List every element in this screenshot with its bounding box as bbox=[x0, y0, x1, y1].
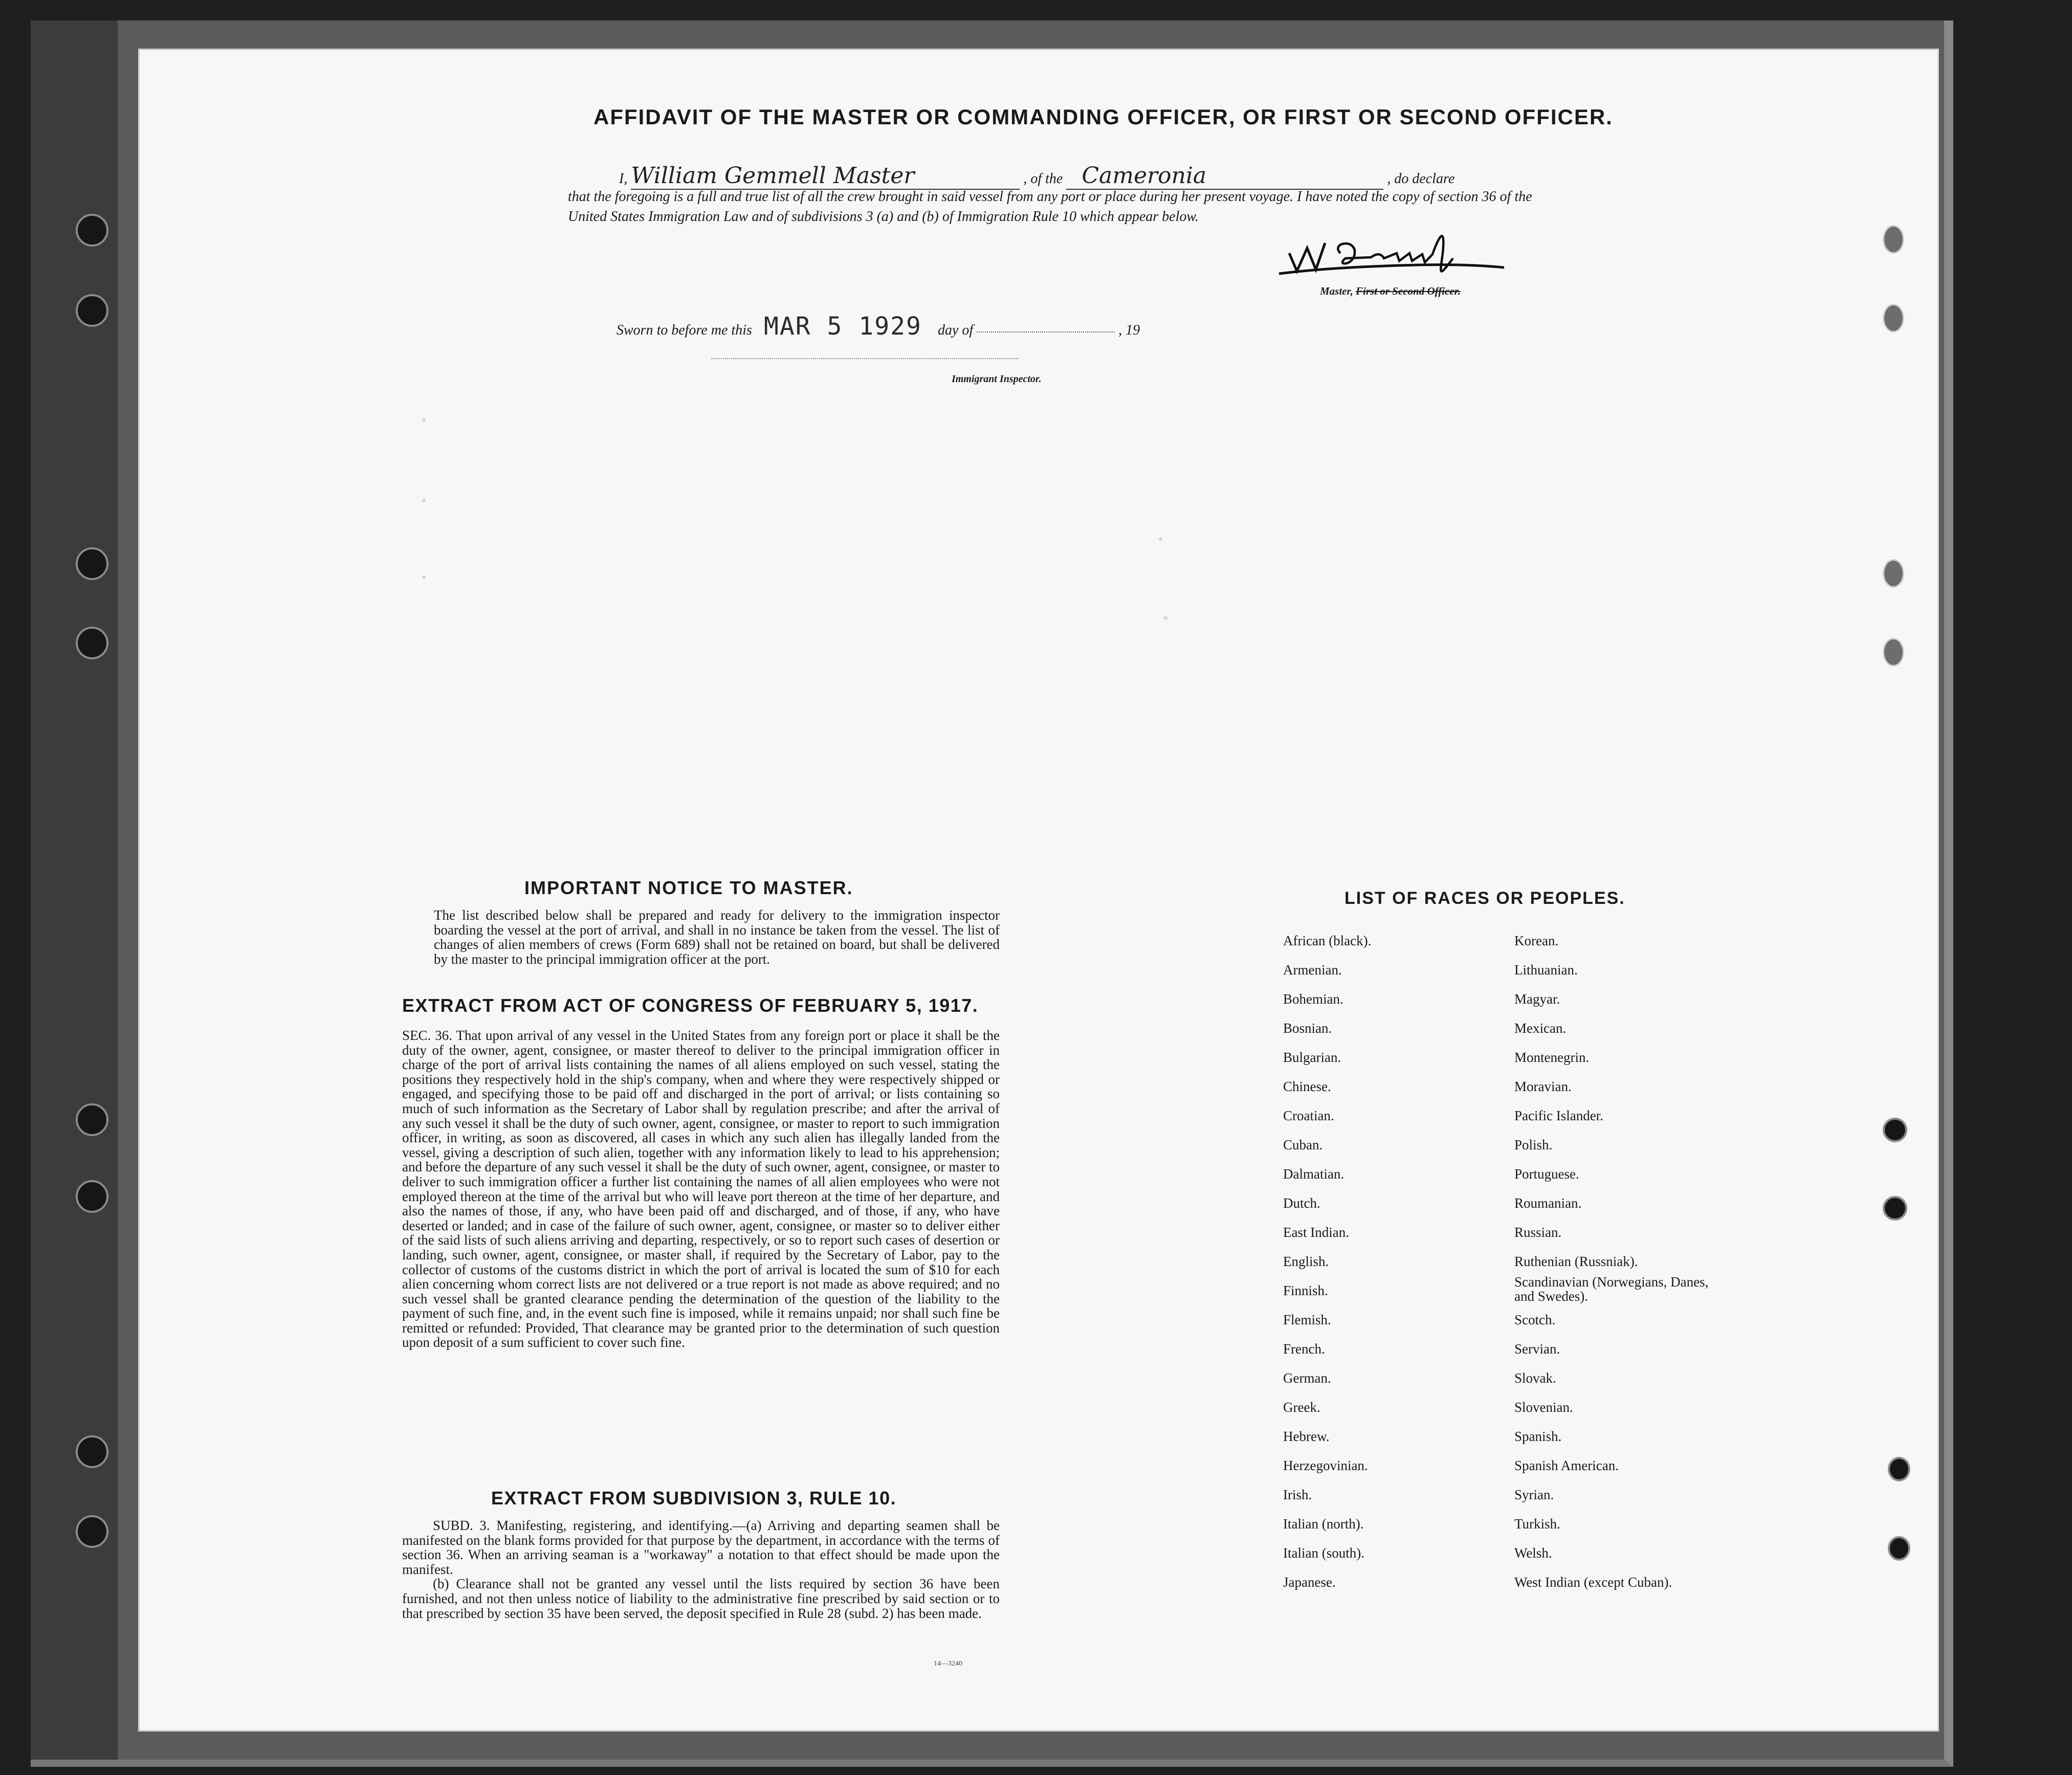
subdivision-paragraph-a: SUBD. 3. Manifesting, registering, and identifying.—(a) Arriving and departing seamen shall be manifested on the blank forms provided for that purpose by the department, in accordance with the terms of section 36. When an arriving seaman is a "workaway" a notation to that effect should be made upon the manifest. bbox=[402, 1518, 1000, 1577]
race-right: Lithuanian. bbox=[1514, 962, 1578, 978]
of-the-label: , of the bbox=[1023, 171, 1063, 187]
sworn-month-blank bbox=[977, 330, 1115, 332]
sworn-line bbox=[616, 312, 1140, 341]
race-right: Turkish. bbox=[1514, 1516, 1560, 1532]
binder-hole-4 bbox=[76, 627, 108, 659]
race-left: Herzegovinian. bbox=[1283, 1458, 1368, 1473]
race-right: Portuguese. bbox=[1514, 1166, 1579, 1182]
race-left: Japanese. bbox=[1283, 1574, 1336, 1590]
bleed-dot bbox=[1159, 537, 1162, 541]
affidavit-prefix: I, bbox=[619, 171, 628, 187]
punch-hole-right-5 bbox=[1883, 1118, 1907, 1142]
notice-title: IMPORTANT NOTICE TO MASTER. bbox=[524, 877, 853, 898]
race-left: Bohemian. bbox=[1283, 991, 1343, 1007]
race-left: German. bbox=[1283, 1370, 1331, 1386]
race-left: East Indian. bbox=[1283, 1225, 1349, 1240]
document-sheet bbox=[138, 49, 1939, 1732]
race-left: Italian (north). bbox=[1283, 1516, 1364, 1532]
binder-hole-3 bbox=[76, 547, 108, 580]
race-left: English. bbox=[1283, 1254, 1329, 1269]
race-left: Armenian. bbox=[1283, 962, 1342, 978]
caption-master: Master, bbox=[1320, 285, 1353, 297]
signature-caption bbox=[1320, 285, 1461, 298]
notice-body: The list described below shall be prepared and ready for delivery to the immigration inspector boarding the vessel at the port of arrival, and shall in no instance be taken from the vessel. The list of changes of alien members of crews (Form 689) shall not be retained on board, but shall be delivered by the master to the principal immigration officer at the port. bbox=[434, 907, 1000, 967]
binder-spine bbox=[31, 20, 118, 1760]
race-right: Pacific Islander. bbox=[1514, 1108, 1603, 1123]
sworn-year-label: , 19 bbox=[1118, 322, 1140, 338]
binder-hole-6 bbox=[76, 1180, 108, 1213]
punch-hole-right-7 bbox=[1888, 1457, 1910, 1481]
sworn-day-label: day of bbox=[937, 322, 974, 338]
race-right: Polish. bbox=[1514, 1137, 1553, 1152]
race-left: Dalmatian. bbox=[1283, 1166, 1344, 1182]
inspector-signature-line bbox=[711, 358, 1018, 359]
race-right: Korean. bbox=[1514, 933, 1559, 948]
race-right: Scandinavian (Norwegians, Danes, and Swedes). bbox=[1514, 1274, 1709, 1304]
race-right: Syrian. bbox=[1514, 1487, 1554, 1502]
binder-hole-5 bbox=[76, 1103, 108, 1136]
caption-struck-officer: First or Second Officer. bbox=[1356, 285, 1461, 297]
master-signature bbox=[1269, 223, 1514, 289]
race-left: Cuban. bbox=[1283, 1137, 1323, 1152]
race-right: Slovenian. bbox=[1514, 1400, 1573, 1415]
race-left: Chinese. bbox=[1283, 1079, 1331, 1094]
bleed-dot bbox=[422, 499, 426, 502]
race-left: Finnish. bbox=[1283, 1283, 1328, 1298]
act-title: EXTRACT FROM ACT OF CONGRESS OF FEBRUARY 5, 1917. bbox=[402, 995, 979, 1016]
punch-hole-right-1 bbox=[1883, 225, 1904, 254]
sworn-prefix: Sworn to before me this bbox=[616, 322, 752, 338]
race-left: Irish. bbox=[1283, 1487, 1312, 1502]
binder-hole-7 bbox=[76, 1435, 108, 1468]
binder-hole-1 bbox=[76, 214, 108, 247]
race-right: Mexican. bbox=[1514, 1020, 1567, 1036]
race-right: Ruthenian (Russniak). bbox=[1514, 1254, 1638, 1269]
race-right: Spanish American. bbox=[1514, 1458, 1619, 1473]
race-left: Flemish. bbox=[1283, 1312, 1331, 1327]
race-right: Roumanian. bbox=[1514, 1195, 1582, 1211]
subdivision-paragraph-b: (b) Clearance shall not be granted any vessel until the lists required by section 36 have been furnished, and not then unless notice of liability to the administrative fine prescribed by said section or to that prescribed by section 35 have been served, the deposit specified in Rule 28 (subd. 2) has been made. bbox=[402, 1576, 1000, 1621]
race-right: Moravian. bbox=[1514, 1079, 1572, 1094]
race-right: Slovak. bbox=[1514, 1370, 1556, 1386]
race-left: Italian (south). bbox=[1283, 1545, 1364, 1561]
bleed-dot bbox=[1164, 616, 1167, 620]
master-name-field bbox=[631, 163, 1020, 190]
race-right: Scotch. bbox=[1514, 1312, 1556, 1327]
form-number: 14—3240 bbox=[934, 1660, 962, 1668]
act-body: SEC. 36. That upon arrival of any vessel in the United States from any foreign port or place it shall be the duty of the owner, agent, consignee, or master thereof to deliver to the principal immigration officer in charge of the port of arrival lists containing the names of all aliens employed on such vessel, stating the positions they respectively hold in the ship's company, when and where they were respectively shipped or engaged, and specifying those to be paid off and discharged in the port of arrival; or lists containing so much of such information as the Secretary of Labor shall by regulation prescribe; and after the arrival of any such vessel it shall be the duty of such owner, agent, consignee, or master to report to such immigration officer, in writing, as soon as discovered, all cases in which any such alien has illegally landed from the vessel, giving a description of such alien, together with any information likely to lead to his apprehension; and before the departure of any such vessel it shall be the duty of such owner, agent, consignee, or master to deliver to such immigration officer a further list containing the names of all alien employees who were not employed thereon at the time of the arrival but who will leave port thereon at the time of her departure, and also the names of those, if any, who have been paid off and discharged, and of those, if any, who have deserted or landed; and in case of the failure of such owner, agent, consignee, or master so to deliver either of the said lists of such aliens arriving and departing, respectively, or so to report such cases of desertion or landing, such owner, agent, consignee, or master shall, if required by the Secretary of Labor, pay to the collector of customs of the customs district in which the port of arrival is located the sum of $10 for each alien concerning whom correct lists are not delivered or a true report is not made as above required; and no such vessel shall be granted clearance pending the determination of the question of the liability to the payment of such fine, and, in the event such fine is imposed, while it remains unpaid; nor shall such fine be remitted or refunded: Provided, That clearance may be granted prior to the determination of such question upon deposit of a sum sufficient to cover such fine. bbox=[402, 1028, 1000, 1350]
affidavit-body: that the foregoing is a full and true list of all the crew brought in said vessel from any port or place during her present voyage. I have noted the copy of section 36 of the United States Immigration Law and of subdivisions 3 (a) and (b) of Immigration Rule 10 which appear below. bbox=[568, 189, 1532, 225]
races-title: LIST OF RACES OR PEOPLES. bbox=[1344, 889, 1625, 908]
race-left: Bulgarian. bbox=[1283, 1050, 1341, 1065]
date-stamp: MAR 5 1929 bbox=[763, 312, 922, 341]
race-left: Croatian. bbox=[1283, 1108, 1334, 1123]
race-right: Spanish. bbox=[1514, 1429, 1562, 1444]
race-left: Bosnian. bbox=[1283, 1020, 1332, 1036]
race-left: Dutch. bbox=[1283, 1195, 1320, 1211]
race-right: Magyar. bbox=[1514, 991, 1560, 1007]
race-right: Servian. bbox=[1514, 1341, 1560, 1357]
vessel-name: Cameronia bbox=[1082, 163, 1207, 189]
subdivision-title: EXTRACT FROM SUBDIVISION 3, RULE 10. bbox=[491, 1488, 897, 1508]
vessel-name-field bbox=[1066, 163, 1383, 190]
subdivision-body bbox=[402, 1518, 1000, 1621]
race-right: Russian. bbox=[1514, 1225, 1562, 1240]
race-right: West Indian (except Cuban). bbox=[1514, 1574, 1672, 1590]
punch-hole-right-2 bbox=[1883, 304, 1904, 332]
punch-hole-right-3 bbox=[1883, 559, 1904, 588]
inspector-label: Immigrant Inspector. bbox=[952, 373, 1042, 385]
race-right: Welsh. bbox=[1514, 1545, 1552, 1561]
binder-hole-8 bbox=[76, 1515, 108, 1548]
race-left: French. bbox=[1283, 1341, 1325, 1357]
do-declare-label: , do declare bbox=[1387, 171, 1455, 187]
race-left: Greek. bbox=[1283, 1400, 1320, 1415]
punch-hole-right-8 bbox=[1888, 1536, 1910, 1561]
race-right: Montenegrin. bbox=[1514, 1050, 1590, 1065]
punch-hole-right-4 bbox=[1883, 638, 1904, 667]
affidavit-declaration-line bbox=[619, 163, 1454, 190]
affidavit-title: AFFIDAVIT OF THE MASTER OR COMMANDING OFFICER, OR FIRST OR SECOND OFFICER. bbox=[593, 105, 1613, 129]
bleed-dot bbox=[422, 575, 426, 579]
race-left: Hebrew. bbox=[1283, 1429, 1330, 1444]
punch-hole-right-6 bbox=[1883, 1196, 1907, 1221]
bleed-dot bbox=[422, 418, 426, 422]
binder-hole-2 bbox=[76, 294, 108, 327]
master-name: William Gemmell Master bbox=[631, 163, 915, 189]
race-left: African (black). bbox=[1283, 933, 1372, 948]
